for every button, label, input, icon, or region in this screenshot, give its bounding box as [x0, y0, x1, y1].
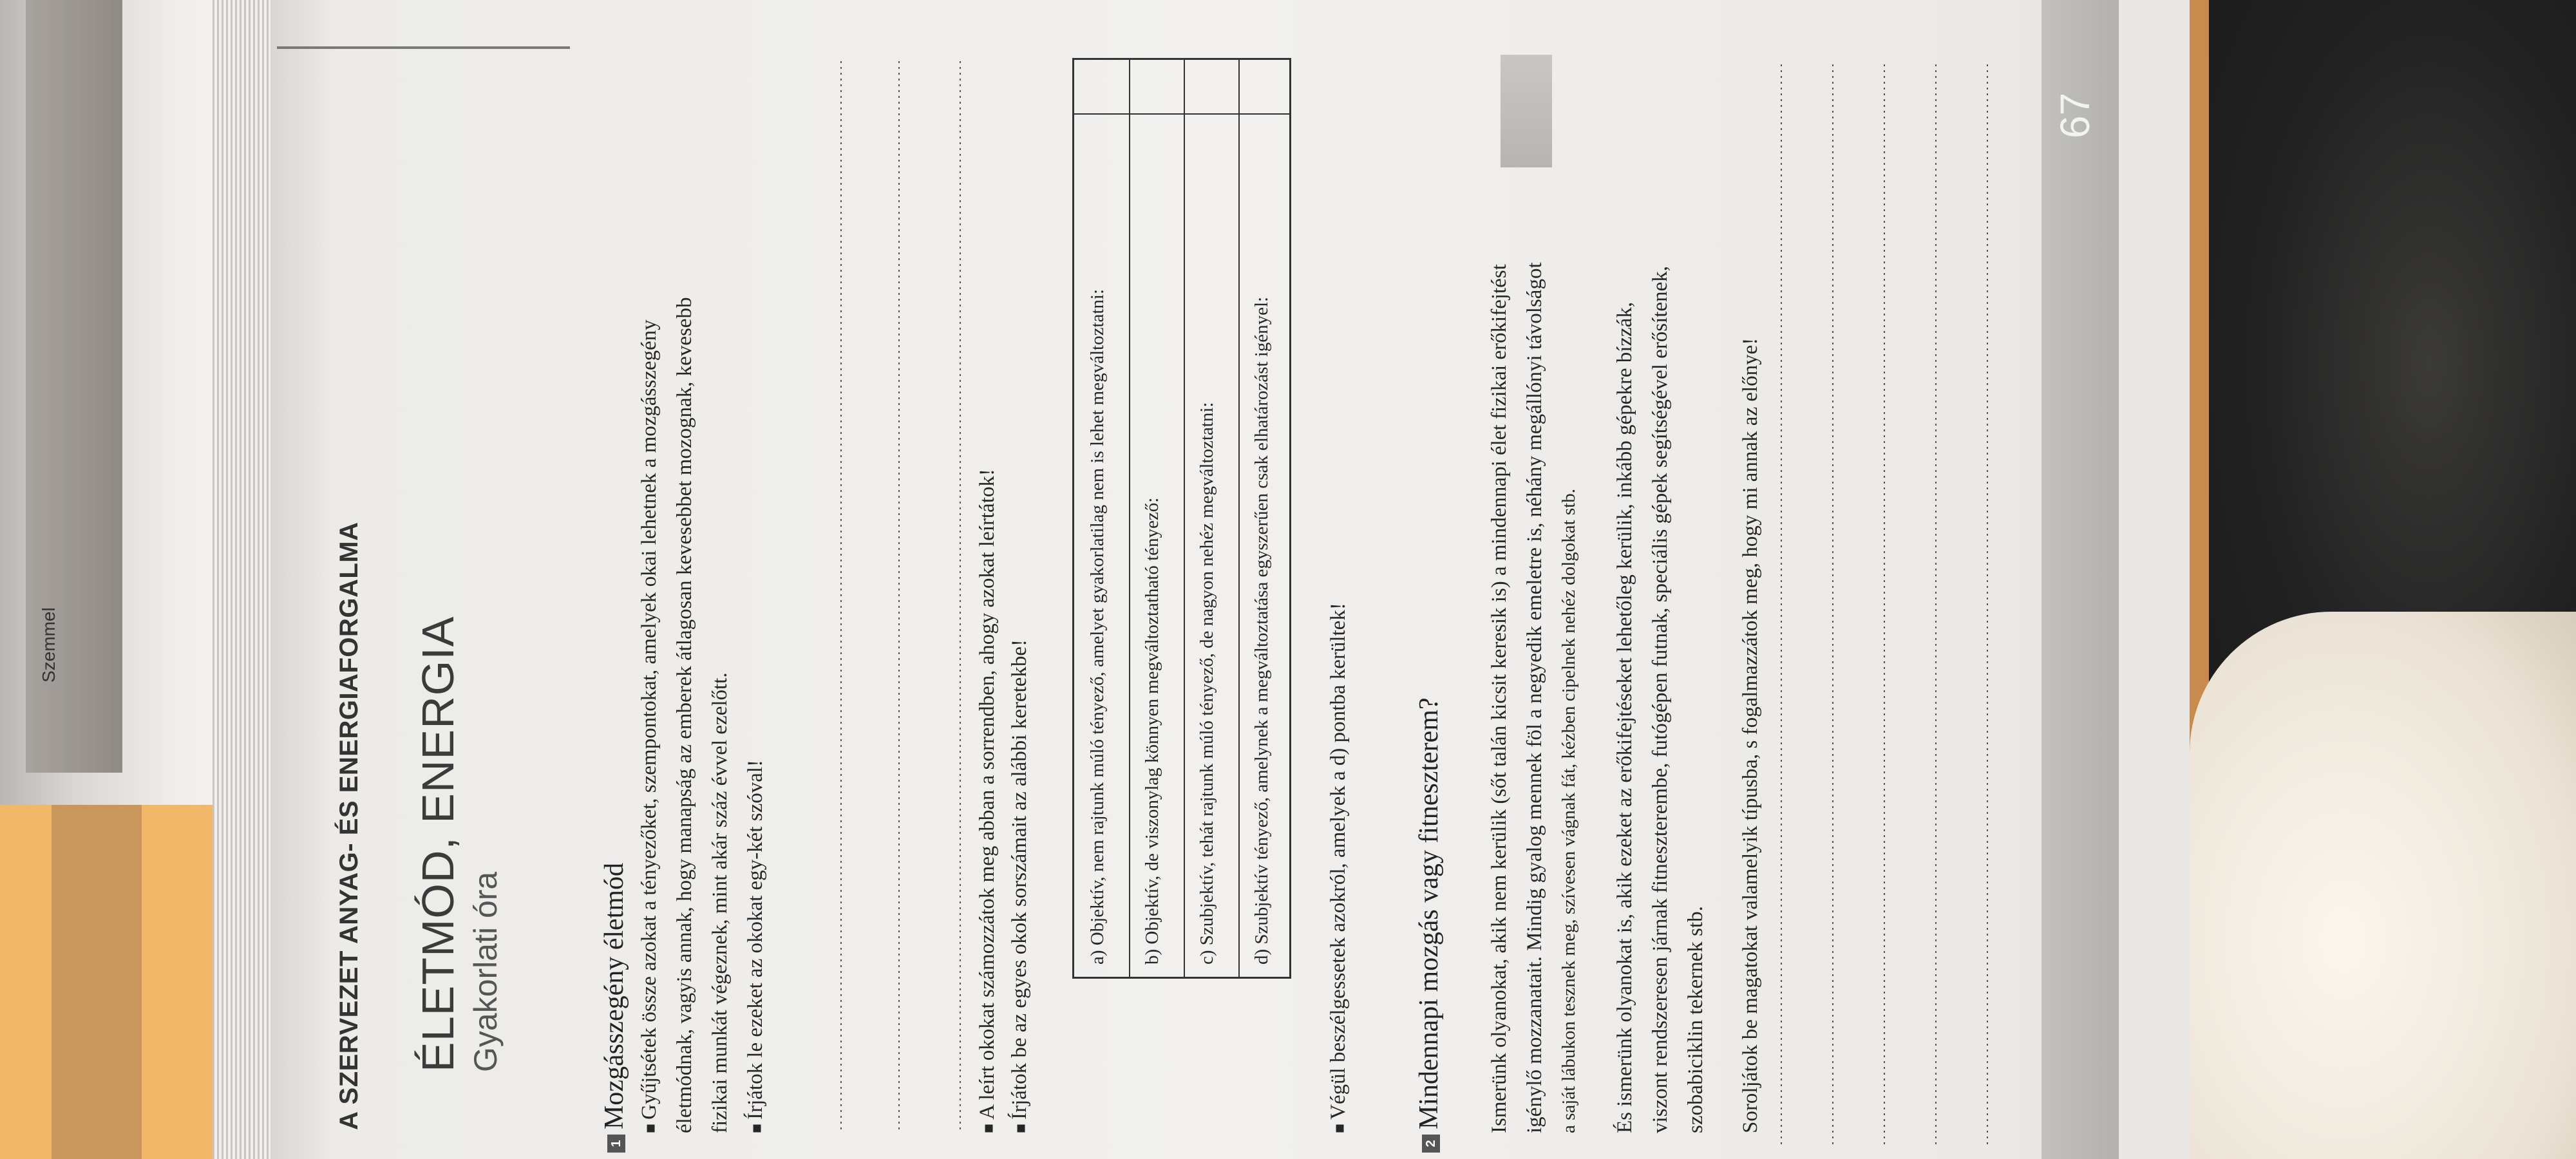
section2-para1-line-1: Ismerünk olyanokat, akik nem kerülik (sőt talán kicsit keresik is) a mindennapi élet fizikai erőkifejtést — [1488, 264, 1511, 1133]
lesson-subtitle: Gyakorlati óra — [468, 871, 504, 1072]
section2-number: 2 — [1422, 1135, 1440, 1153]
section1-paragraph-line-3: fizikai munkát végeznek, mint akár száz évvel ezelőtt. — [708, 672, 732, 1133]
answer-line-3[interactable] — [960, 61, 961, 1130]
factor-row-b-label: b) Objektív, de viszonylag könnyen megváltoztatható tényező: — [1142, 497, 1162, 965]
page-stack-edge — [213, 0, 270, 1159]
factor-row-d-label: d) Szubjektív tényező, amelynek a megváltoztatása egyszerűen csak elhatározást igényel: — [1251, 296, 1272, 965]
factor-row-b[interactable] — [1129, 60, 1184, 977]
section2-para2-line-3: szobabiciklin tekernek stb. — [1684, 906, 1707, 1133]
section1-number: 1 — [607, 1135, 625, 1153]
section1-paragraph-line-1: ■ Gyűjtsétek össze azokat a tényezőket, szempontokat, amelyek okai lehetnek a mozgásszegény — [638, 319, 661, 1133]
page-margin-band — [2041, 0, 2119, 1159]
header-photo — [1501, 55, 1552, 167]
factor-row-c[interactable] — [1184, 60, 1238, 977]
section1-instruction-2: ■ A leírt okokat számozzátok meg abban a sorrendben, ahogy azokat leírtátok! — [976, 469, 999, 1133]
section1-heading — [599, 863, 630, 1153]
other-book-spine-text: Szemmel — [39, 607, 59, 683]
section1-heading-text: Mozgásszegény életmód — [600, 862, 629, 1129]
answer-line-5[interactable] — [1832, 64, 1833, 1146]
answer-line-7[interactable] — [1935, 64, 1937, 1146]
section1-instruction-3: ■ Írjátok be az egyes okok sorszámait az alábbi keretekbe! — [1008, 639, 1032, 1133]
section2-para1-line-2: igénylő mozzanatait. Mindig gyalog mennek föl a negyedik emeletre is, néhány megállónyi távolságot — [1523, 262, 1546, 1133]
answer-line-6[interactable] — [1884, 64, 1885, 1146]
factor-row-d[interactable] — [1238, 60, 1289, 977]
other-book-cover-stripe — [52, 805, 142, 1159]
section2-instruction: Soroljátok be magatokat valamelyik típusba, s fogalmazzátok meg, hogy mi annak az előnye! — [1739, 337, 1762, 1133]
answer-line-8[interactable] — [1987, 64, 1988, 1146]
section2-para2-line-1: És ismerünk olyanokat is, akik ezeket az erőkifejtéseket lehetőleg kerülik, inkább gépekre bízzák, — [1613, 301, 1636, 1133]
background-cream-object — [2190, 612, 2576, 1159]
section2-heading — [1414, 697, 1444, 1153]
chapter-title: A SZERVEZET ANYAG- ÉS ENERGIAFORGALMA — [335, 522, 363, 1130]
discussion-instruction: ■ Végül beszélgessetek azokról, amelyek a d) pontba kerültek! — [1327, 603, 1350, 1133]
section2-para2-line-2: viszont rendszeresen járnak fitneszterembe, futógépen futnak, speciális gépek segítségével erősítenek, — [1649, 266, 1672, 1133]
section1-instruction: ■ Írjátok le ezeket az okokat egy-két szóval! — [744, 760, 768, 1133]
header-rule — [277, 46, 570, 49]
page-number: 67 — [2052, 92, 2098, 138]
factor-table — [1072, 58, 1291, 979]
answer-line-4[interactable] — [1781, 64, 1782, 1146]
answer-line-1[interactable] — [840, 61, 842, 1130]
factor-row-a-label: a) Objektív, nem rajtunk múló tényező, amelyet gyakorlatilag nem is lehet megváltoztatni: — [1087, 288, 1108, 965]
section1-paragraph-line-2: életmódnak, vagyis annak, hogy manapság az emberek átlagosan kevesebbet mozognak, kevesebb — [673, 297, 696, 1133]
lesson-title: ÉLETMÓD, ENERGIA — [413, 616, 463, 1072]
answer-line-2[interactable] — [898, 61, 900, 1130]
factor-row-c-label: c) Szubjektív, tehát rajtunk múló tényező, de nagyon nehéz megváltoztatni: — [1197, 402, 1217, 965]
section2-heading-text: Mindennapi mozgás vagy fitneszterem? — [1414, 697, 1444, 1129]
section2-para1-line-3: a saját lábukon tesznek meg, szívesen vágnak fát, kézben cipelnek nehéz dolgokat stb. — [1558, 489, 1579, 1133]
